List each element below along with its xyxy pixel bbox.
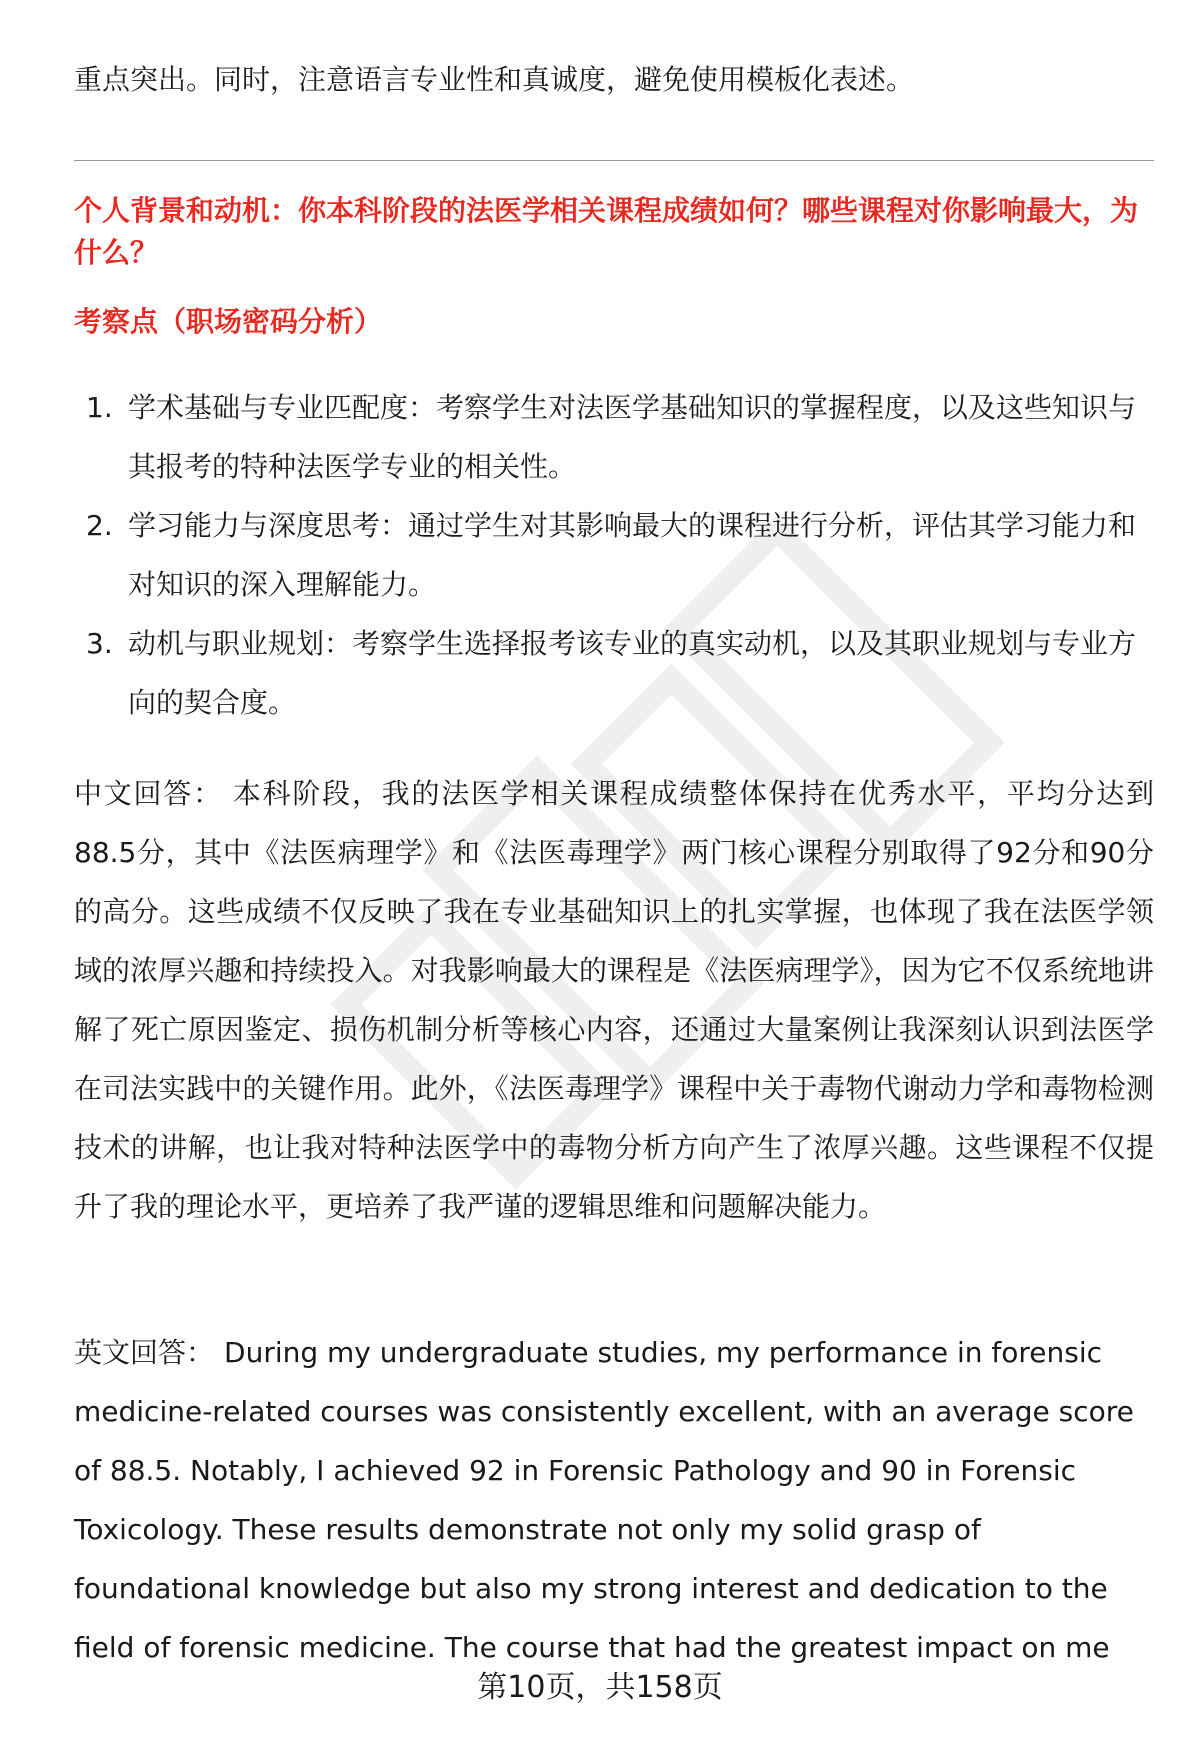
list-item-number: 2. [86,509,113,542]
assessment-points-list [74,378,1154,732]
english-answer [74,1323,1134,1677]
list-item-text: 动机与职业规划：考察学生选择报考该专业的真实动机，以及其职业规划与专业方向的契合度。 [128,627,1137,719]
list-item [74,378,1154,496]
list-item [74,496,1154,614]
list-item-number: 1. [86,391,113,424]
question-heading: 个人背景和动机：你本科阶段的法医学相关课程成绩如何？哪些课程对你影响最大，为什么？ [74,194,1139,269]
assessment-points-heading: 考察点（职场密码分析） [74,305,383,338]
list-item [74,614,1154,732]
chinese-answer-label: 中文回答： [74,777,223,810]
list-item-text: 学习能力与深度思考：通过学生对其影响最大的课程进行分析，评估其学习能力和对知识的深入理解能力。 [128,509,1137,601]
list-item-text: 学术基础与专业匹配度：考察学生对法医学基础知识的掌握程度，以及这些知识与其报考的特种法医学专业的相关性。 [128,391,1137,483]
chinese-answer-text: 本科阶段，我的法医学相关课程成绩整体保持在优秀水平，平均分达到88.5分，其中《法医病理学》和《法医毒理学》两门核心课程分别取得了92分和90分的高分。这些成绩不仅反映了我在专业基础知识上的扎实掌握，也体现了我在法医学领域的浓厚兴趣和持续投入。对我影响最大的课程是《法医病理学》，因为它不仅系统地讲解了死亡原因鉴定、损伤机制分析等核心内容，还通过大量案例让我深刻认识到法医学在司法实践中的关键作用。此外，《法医毒理学》课程中关于毒物代谢动力学和毒物检测技术的讲解，也让我对特种法医学中的毒物分析方向产生了浓厚兴趣。这些课程不仅提升了我的理论水平，更培养了我严谨的逻辑思维和问题解决能力。 [74,777,1154,1223]
chinese-answer [74,764,1154,1236]
page-number-footer: 第10页，共158页 [477,1670,723,1705]
intro-paragraph: 重点突出。同时，注意语言专业性和真诚度，避免使用模板化表述。 [74,63,915,96]
english-answer-label: 英文回答： [74,1336,215,1369]
list-item-number: 3. [86,627,113,660]
english-answer-text: During my undergraduate studies, my performance in forensic medicine-related courses was consistently excellent, with an average score of 88.5. Notably, I achieved 92 in Forensic Pathology and 90 in Forensic Toxicology. These results demonstrate not only my solid grasp of foundational knowledge but also my strong interest and dedication to the field of forensic medicine. The course that had the greatest impact on me [74,1336,1134,1664]
document-page [74,0,1154,1755]
section-divider [74,160,1154,161]
